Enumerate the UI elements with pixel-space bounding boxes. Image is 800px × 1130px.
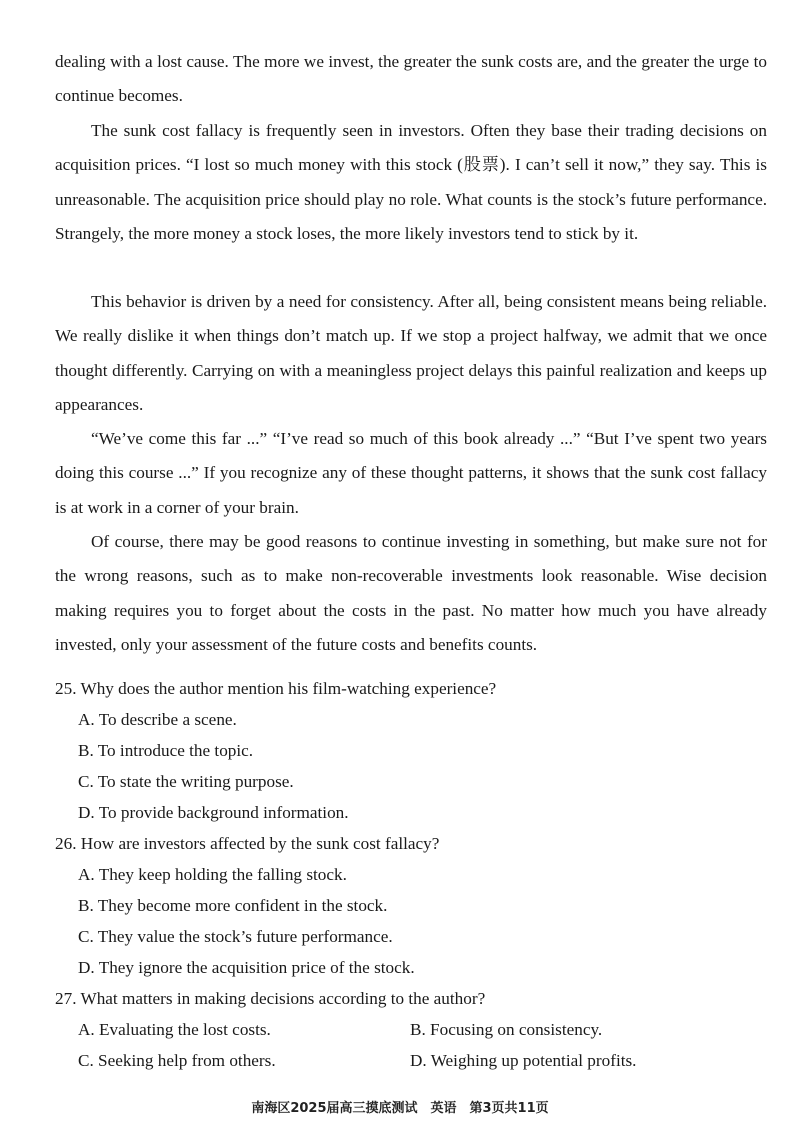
passage-paragraph-4: “We’ve come this far ...” “I’ve read so much of this book already ...” “But I’ve spent two years doing this course ...” If you recognize any of these thought patterns, it shows that the sunk cost fallacy is at work in a corner of your brain. bbox=[55, 429, 767, 517]
question-26-option-d[interactable]: D. They ignore the acquisition price of the stock. bbox=[78, 958, 415, 977]
question-27-option-d[interactable]: D. Weighing up potential profits. bbox=[410, 1051, 637, 1070]
question-26-option-b[interactable]: B. They become more confident in the stock. bbox=[78, 896, 388, 915]
question-27-option-c[interactable]: C. Seeking help from others. bbox=[78, 1051, 276, 1070]
passage-paragraph-5: Of course, there may be good reasons to continue investing in something, but make sure not for the wrong reasons, such as to make non-recoverable investments look reasonable. Wise decision making requires you to forget about the costs in the past. No matter how much you have already invested, only your assessment of the future costs and benefits counts. bbox=[55, 532, 767, 654]
question-25-option-d[interactable]: D. To provide background information. bbox=[78, 803, 349, 822]
question-25-stem: 25. Why does the author mention his film-watching experience? bbox=[55, 679, 497, 698]
question-25-option-b[interactable]: B. To introduce the topic. bbox=[78, 741, 254, 760]
page-footer: 南海区2025届高三摸底测试 英语 第3页共11页 bbox=[251, 1101, 549, 1116]
question-25-option-c[interactable]: C. To state the writing purpose. bbox=[78, 772, 294, 791]
question-27-stem: 27. What matters in making decisions according to the author? bbox=[55, 989, 486, 1008]
passage-paragraph-3: This behavior is driven by a need for consistency. After all, being consistent means being reliable. We really dislike it when things don’t match up. If we stop a project halfway, we admit that we once thought differently. Carrying on with a meaningless project delays this painful realization and keeps up appearances. bbox=[55, 292, 767, 414]
passage-paragraph-2: The sunk cost fallacy is frequently seen in investors. Often they base their trading decisions on acquisition prices. “I lost so much money with this stock (股票). I can’t sell it now,” they say. This is unreasonable. The acquisition price should play no role. What counts is the stock’s future performance. Strangely, the more money a stock loses, the more likely investors tend to stick by it. bbox=[55, 121, 767, 243]
question-27-option-a[interactable]: A. Evaluating the lost costs. bbox=[78, 1020, 271, 1039]
question-26-stem: 26. How are investors affected by the sunk cost fallacy? bbox=[55, 834, 440, 853]
question-27-option-b[interactable]: B. Focusing on consistency. bbox=[410, 1020, 603, 1039]
question-26-option-a[interactable]: A. They keep holding the falling stock. bbox=[78, 865, 347, 884]
question-26-option-c[interactable]: C. They value the stock’s future performance. bbox=[78, 927, 393, 946]
question-25-option-a[interactable]: A. To describe a scene. bbox=[78, 710, 237, 729]
passage-paragraph-1: dealing with a lost cause. The more we invest, the greater the sunk costs are, and the greater the urge to continue becomes. bbox=[55, 52, 767, 106]
